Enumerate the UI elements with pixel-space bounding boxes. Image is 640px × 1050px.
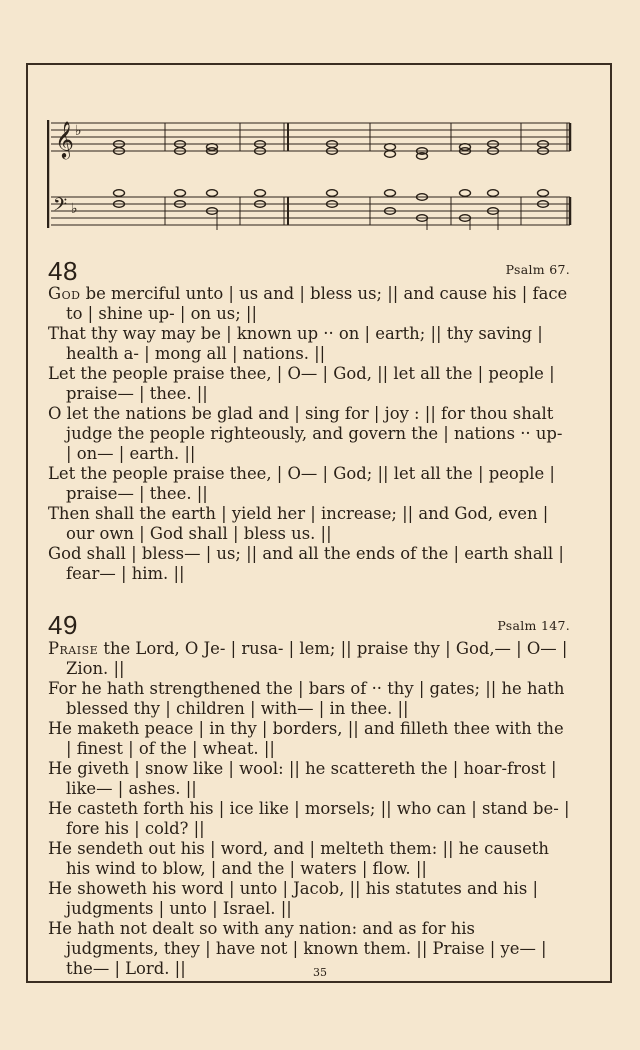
verse-text: He giveth | snow like | wool: || he scattereth the | hoar-frost | like— | ashes. || [48, 759, 557, 798]
verse-text: He sendeth out his | word, and | melteth them: || he causeth his wind to blow, | and the | waters | flow. || [48, 839, 549, 878]
verse [48, 364, 572, 404]
verse-text: Then shall the earth | yield her | increase; || and God, even | our own | God shall | bless us. || [48, 504, 549, 543]
verse-text: That thy way may be | known up ·· on | earth; || thy saving | health a- | mong all | nations. || [48, 324, 543, 363]
svg-text:𝄞: 𝄞 [55, 120, 74, 158]
verse-text: Let the people praise thee, | O— | God, || let all the | people | praise— | thee. || [48, 364, 555, 403]
verse-text: He hath not dealt so with any nation: and as for his judgments, they | have not | known them. || Praise | ye— | the— | Lord. || [48, 919, 547, 978]
psalm-number-49: 49 [48, 610, 78, 640]
verse [48, 759, 572, 799]
verse [48, 879, 572, 919]
verse-text: God shall | bless— | us; || and all the ends of the | earth shall | fear— | him. || [48, 544, 564, 583]
svg-text:♭: ♭ [71, 201, 78, 217]
verse-lead: God [48, 284, 81, 303]
verse-text: He showeth his word | unto | Jacob, || his statutes and his | judgments | unto | Israel. || [48, 879, 538, 918]
verse-text: be merciful unto | us and | bless us; || and cause his | face to | shine up- | on us; || [66, 284, 568, 323]
chant-music-score [47, 118, 572, 233]
verse [48, 839, 572, 879]
psalm-reference-48: Psalm 67. [505, 262, 570, 277]
verse [48, 464, 572, 504]
verse-text: He maketh peace | in thy | borders, || and filleth thee with the | finest | of the | wheat. || [48, 719, 564, 758]
psalm-reference-49: Psalm 147. [497, 618, 570, 633]
verse-text: O let the nations be glad and | sing for | joy : || for thou shalt judge the people righteously, and govern the | nations ·· up- | on— | earth. || [48, 404, 563, 463]
verse-text: the Lord, O Je- | rusa- | lem; || praise thy | God,— | O— | Zion. || [66, 639, 568, 678]
verse [48, 504, 572, 544]
page-number: 35 [313, 966, 327, 979]
verse [48, 404, 572, 464]
verse-lead: Praise [48, 639, 99, 658]
verse [48, 679, 572, 719]
verse [48, 799, 572, 839]
verse [48, 719, 572, 759]
svg-text:♭: ♭ [75, 123, 82, 139]
verse-text: He casteth forth his | ice like | morsels; || who can | stand be- | fore his | cold? || [48, 799, 570, 838]
svg-text:𝄢: 𝄢 [53, 195, 68, 220]
verse-text: Let the people praise thee, | O— | God; || let all the | people | praise— | thee. || [48, 464, 555, 503]
verse-text: For he hath strengthened the | bars of ·· thy | gates; || he hath blessed thy | children | with— | in thee. || [48, 679, 565, 718]
verse [48, 639, 572, 679]
psalm-49-verses [48, 639, 572, 979]
psalm-48-verses [48, 284, 572, 584]
verse [48, 544, 572, 584]
verse [48, 324, 572, 364]
verse [48, 284, 572, 324]
psalm-number-48: 48 [48, 256, 78, 286]
